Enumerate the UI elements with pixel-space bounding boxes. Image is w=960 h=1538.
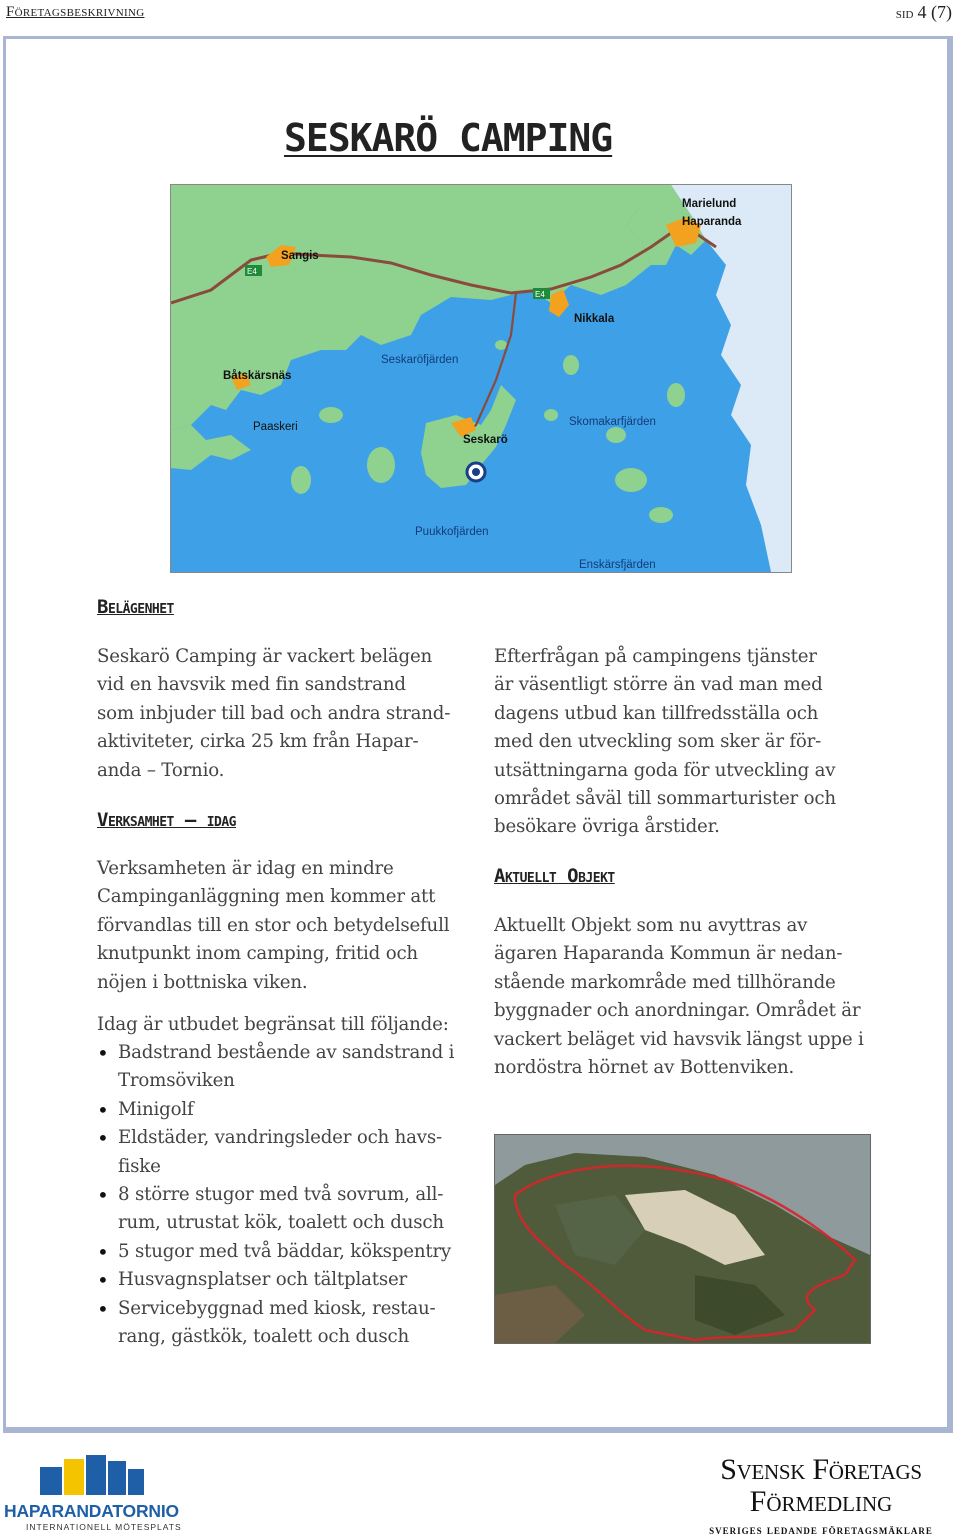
sid-label: sid [895,6,914,22]
map-graphic [171,185,791,572]
map-label-puukkofjarden: Puukkofjärden [415,526,489,538]
list-item: • Husvagnsplatser och tältplatser [97,1266,477,1294]
verksamhet-intro: Idag är utbudet begränsat till följande: [97,1014,449,1035]
islet [563,355,579,375]
heading-verksamhet: Verksamhet – idag [97,809,237,831]
map-label-seskarofjarden: Seskaröfjärden [381,354,459,366]
list-item: • 8 större stugor med två sovrum, all- rum, utrustat kök, toalett och dusch [97,1181,477,1238]
list-item: • Eldstäder, vandringsleder och havs- fiske [97,1124,477,1181]
svensk-foretagsformedling-logo [690,1455,952,1535]
islet [319,407,343,423]
logo-line-2: Förmedling [749,1485,893,1518]
map-label-sangis: Sangis [281,250,319,262]
page-count: 4 (7) [917,2,952,22]
islet [544,409,558,421]
map-label-haparanda: Haparanda [682,216,742,228]
map-label-enskarsfjarden: Enskärsfjärden [579,559,656,571]
logo-line-1: Svensk Företags [720,1453,922,1486]
list-item: • 5 stugor med två bäddar, kökspentry [97,1238,477,1266]
islet [606,427,626,443]
page-title: SESKARÖ CAMPING [284,116,613,160]
page-header [0,0,960,36]
efterfragan-text: Efterfrågan på campingens tjänster är väsentligt större än vad man med dagens utbud kan tillfredsställa och med den utveckling som sker är för- utsättningarna goda för utveckling av området såväl till sommarturister och besökare övriga årstider. [494,646,836,838]
map-label-seskaro: Seskarö [463,434,508,446]
offering-list [97,1039,477,1351]
logo-tagline: INTERNATIONELL MÖTESPLATS [26,1522,182,1532]
list-item: • Minigolf [97,1096,477,1124]
heading-belagenhet: Belägenhet [97,596,174,618]
islet [291,466,311,494]
logo-tagline: sveriges ledande företagsmäklare [709,1522,933,1537]
islet [495,340,507,350]
location-map [170,184,792,573]
list-item: • Servicebyggnad med kiosk, restau- rang, gästkök, toalett och dusch [97,1295,477,1352]
logo-name: HAPARANDATORNIO [4,1501,179,1521]
map-label-batskarsnas: Båtskärsnäs [223,370,292,382]
document-type: Företagsbeskrivning [6,4,145,20]
islet [649,507,673,523]
map-label-paaskeri: Paaskeri [253,421,298,433]
aktuellt-text: Aktuellt Objekt som nu avyttras av ägaren Haparanda Kommun är nedan- stående markområde med tillhörande byggnader och anordningar. Området är vackert beläget vid havsvik längst uppe i nordöstra hörnet av Bottenviken. [494,915,864,1079]
list-item: • Badstrand bestående av sandstrand i Tromsöviken [97,1039,477,1096]
logo-bars-icon [4,1455,204,1499]
map-label-e4-right: E4 [535,290,545,299]
verksamhet-text: Verksamheten är idag en mindre Campinganläggning men kommer att förvandlas till en stor och betydelsefull knutpunkt inom camping, fritid och nöjen i bottniska viken. [97,858,450,993]
map-label-marielund: Marielund [682,198,737,210]
islet [615,468,647,492]
belagenhet-text: Seskarö Camping är vackert belägen vid en havsvik med fin sandstrand som inbjuder till bad och andra strand- aktiviteter, cirka 25 km från Hapar- anda – Tornio. [97,646,451,781]
haparandatornio-logo [4,1455,204,1533]
page-number [896,2,952,23]
heading-aktuellt-objekt: Aktuellt Objekt [494,865,615,887]
islet [367,447,395,483]
map-label-nikkala: Nikkala [574,313,615,325]
map-label-e4-left: E4 [247,267,257,276]
map-label-skomakarfjarden: Skomakarfjärden [569,416,656,428]
islet [667,383,685,407]
aerial-photo [494,1134,871,1344]
